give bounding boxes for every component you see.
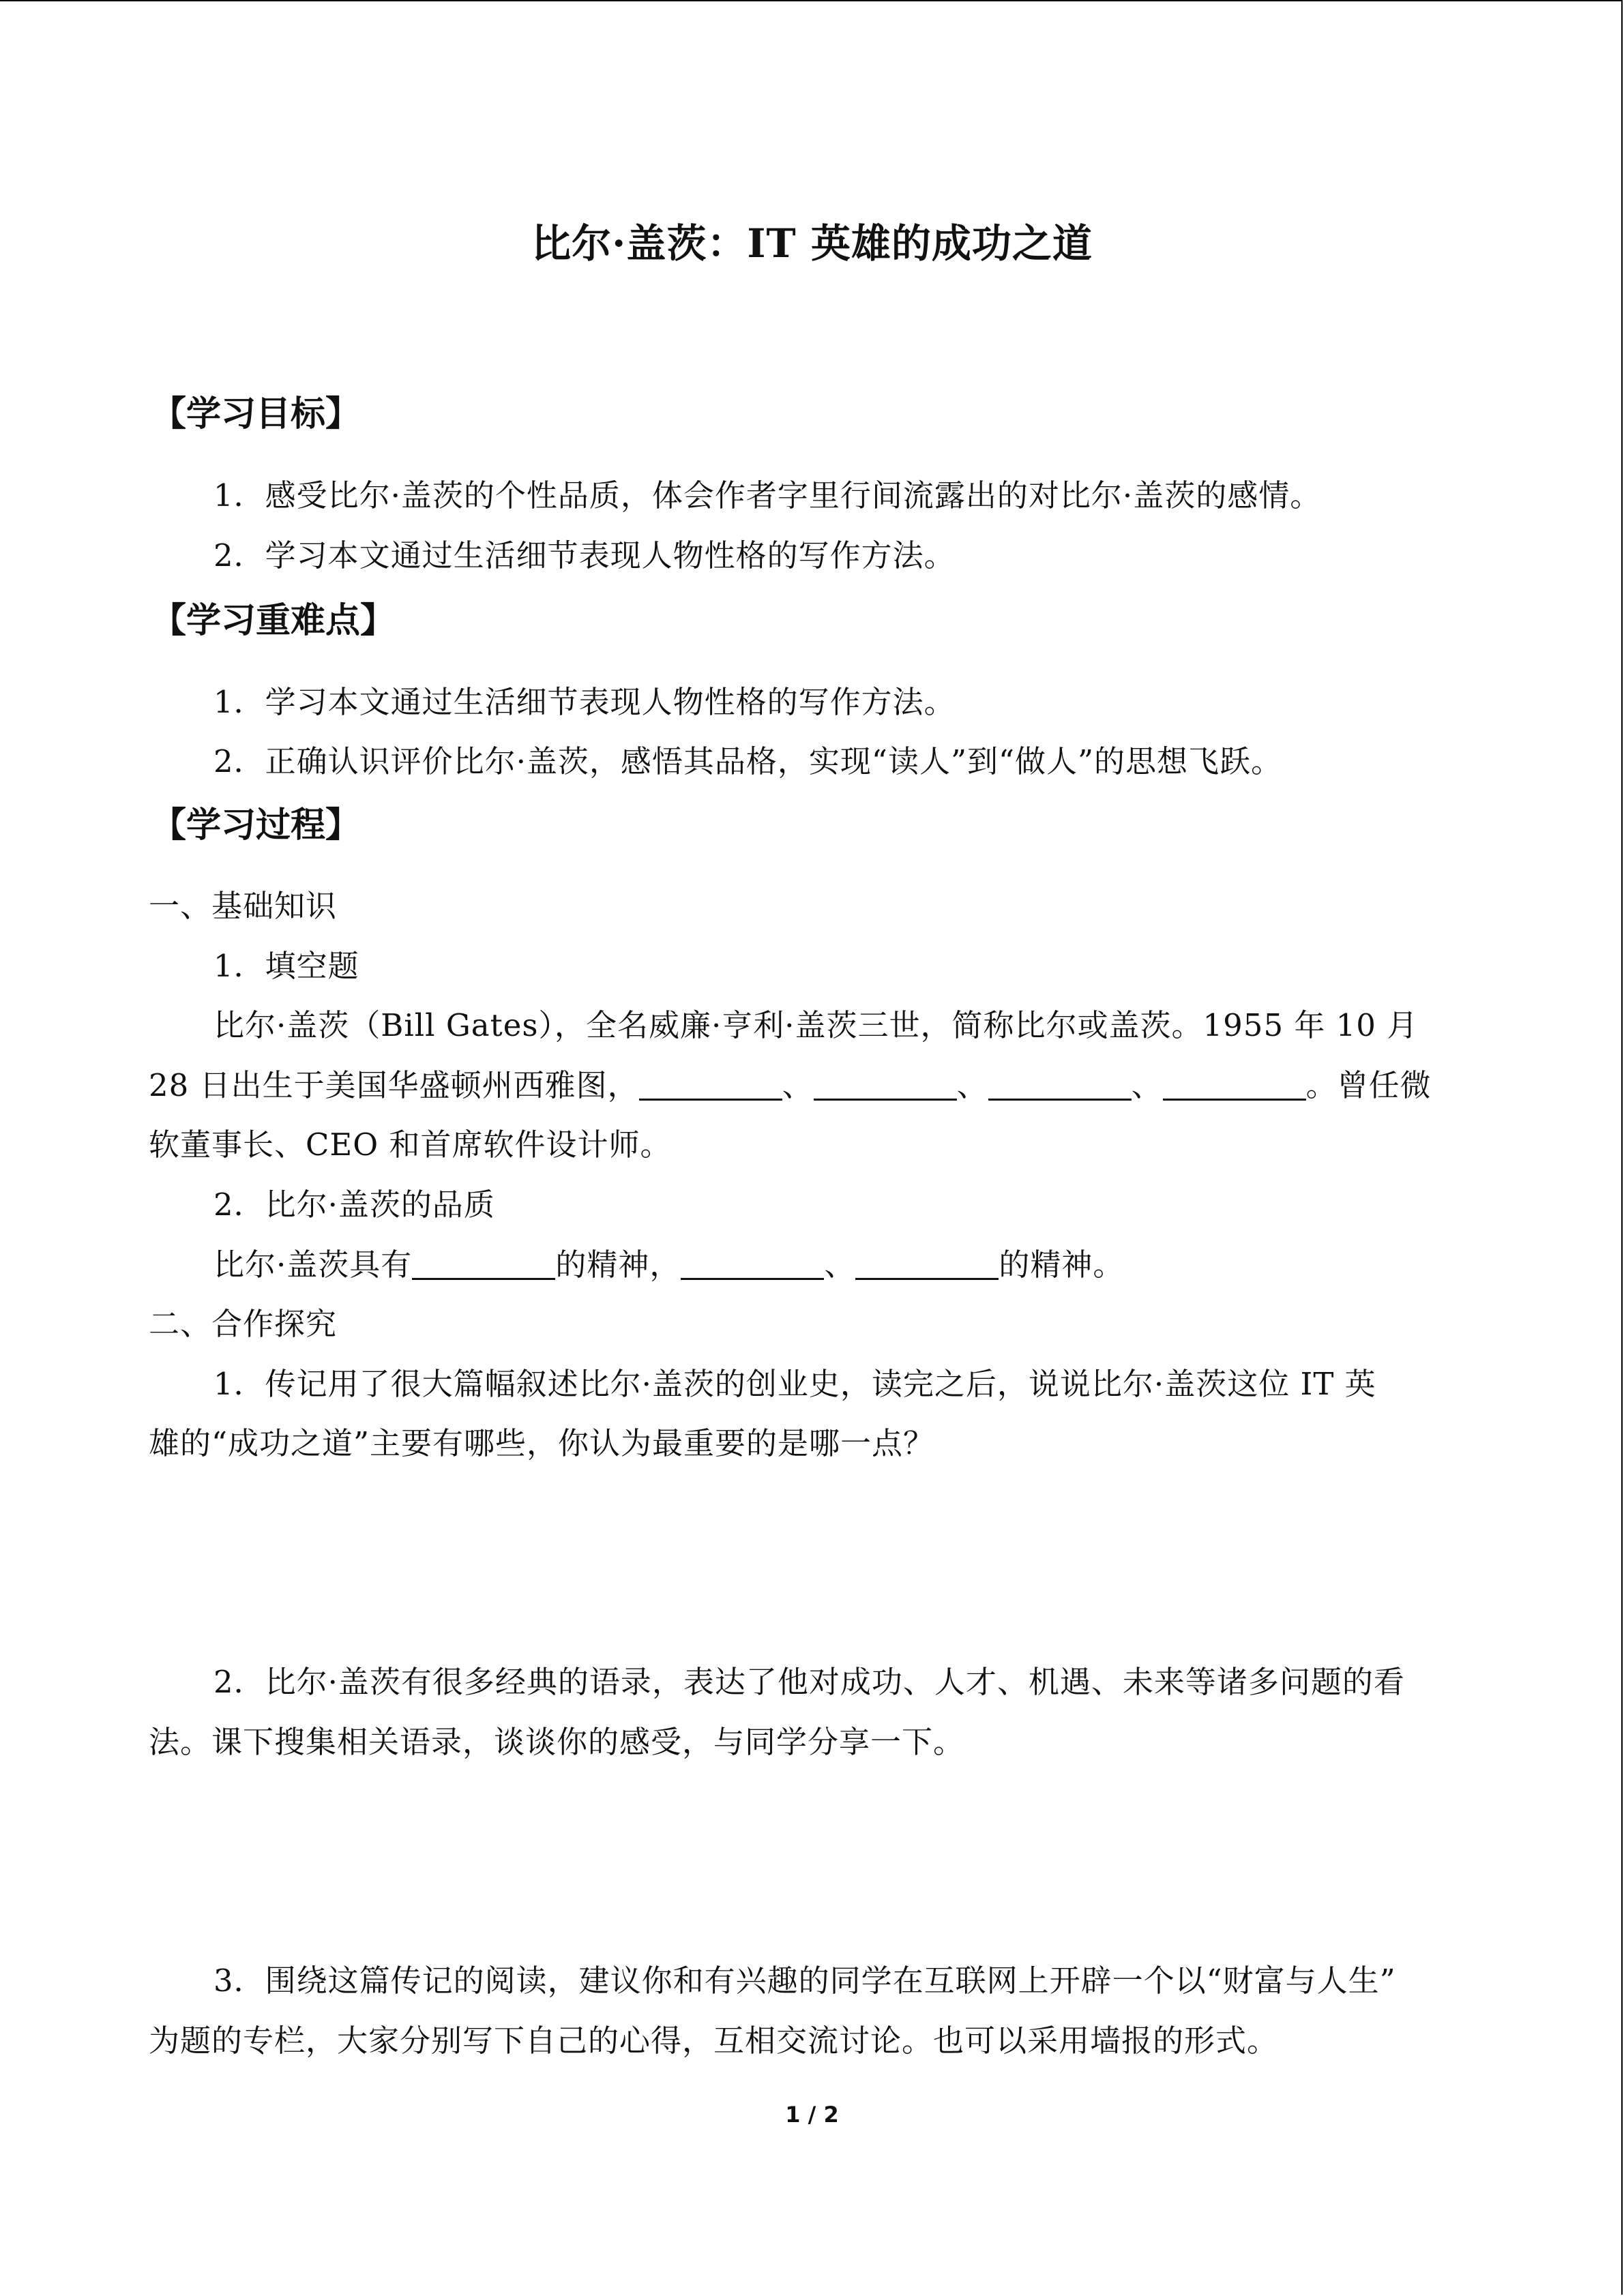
answer-blank-3[interactable] [988,1068,1132,1101]
fill-blank-line-2-start: 28 日出生于美国华盛顿州西雅图， [149,1067,639,1103]
inquiry-q2-line-1: 2．比尔·盖茨有很多经典的语录，表达了他对成功、人才、机遇、未来等诸多问题的看 [213,1664,1405,1700]
fill-blank-line-2 [149,1060,1432,1105]
qualities-question-label: 2．比尔·盖茨的品质 [213,1187,495,1223]
blank-separator: 、 [824,1247,856,1283]
heading-key-points: 【学习重难点】 [151,601,396,641]
qualities-line [213,1240,1124,1284]
fill-blank-line-3: 软董事长、CEO 和首席软件设计师。 [149,1127,672,1163]
heading-learning-goals: 【学习目标】 [151,394,361,434]
part-cooperative-inquiry-label: 二、合作探究 [149,1306,338,1342]
inquiry-q2-line-2: 法。课下搜集相关语录，谈谈你的感受，与同学分享一下。 [149,1724,965,1760]
answer-blank-6[interactable] [681,1247,824,1280]
fill-blank-line-1: 比尔·盖茨（Bill Gates），全名威廉·亨利·盖茨三世，简称比尔或盖茨。1955 年 10 月 [213,1007,1419,1043]
fill-blank-line-2-end: 。曾任微 [1305,1067,1432,1103]
key-point-item-2: 2．正确认识评价比尔·盖茨，感悟其品格，实现“读人”到“做人”的思想飞跃。 [213,743,1282,779]
blank-separator: 、 [1131,1067,1163,1103]
blank-separator: 、 [782,1067,814,1103]
part-basic-knowledge-label: 一、基础知识 [149,888,338,924]
goal-item-1: 1．感受比尔·盖茨的个性品质，体会作者字里行间流露出的对比尔·盖茨的感情。 [213,477,1322,513]
key-point-item-1: 1．学习本文通过生活细节表现人物性格的写作方法。 [213,684,956,720]
answer-blank-2[interactable] [814,1068,957,1101]
document-title: 比尔·盖茨：IT 英雄的成功之道 [531,220,1093,267]
page-number: 1 / 2 [785,2102,839,2128]
qualities-text-b: 的精神， [555,1247,681,1283]
inquiry-q1-line-2: 雄的“成功之道”主要有哪些，你认为最重要的是哪一点？ [149,1425,935,1461]
inquiry-q3-line-1: 3．围绕这篇传记的阅读，建议你和有兴趣的同学在互联网上开辟一个以“财富与人生” [213,1963,1396,1999]
blank-separator: 、 [956,1067,988,1103]
heading-learning-process: 【学习过程】 [151,805,361,846]
inquiry-q3-line-2: 为题的专栏，大家分别写下自己的心得，互相交流讨论。也可以采用墙报的形式。 [149,2023,1279,2059]
answer-blank-4[interactable] [1163,1068,1306,1101]
answer-blank-5[interactable] [412,1247,555,1280]
inquiry-q1-line-1: 1．传记用了很大篇幅叙述比尔·盖茨的创业史，读完之后，说说比尔·盖茨这位 IT 英 [213,1366,1376,1402]
answer-blank-7[interactable] [855,1247,999,1280]
qualities-text-a: 比尔·盖茨具有 [213,1247,413,1283]
goal-item-2: 2．学习本文通过生活细节表现人物性格的写作方法。 [213,537,956,573]
answer-blank-1[interactable] [639,1068,782,1101]
fill-blank-question-label: 1．填空题 [213,948,359,984]
qualities-text-c: 的精神。 [999,1247,1125,1283]
